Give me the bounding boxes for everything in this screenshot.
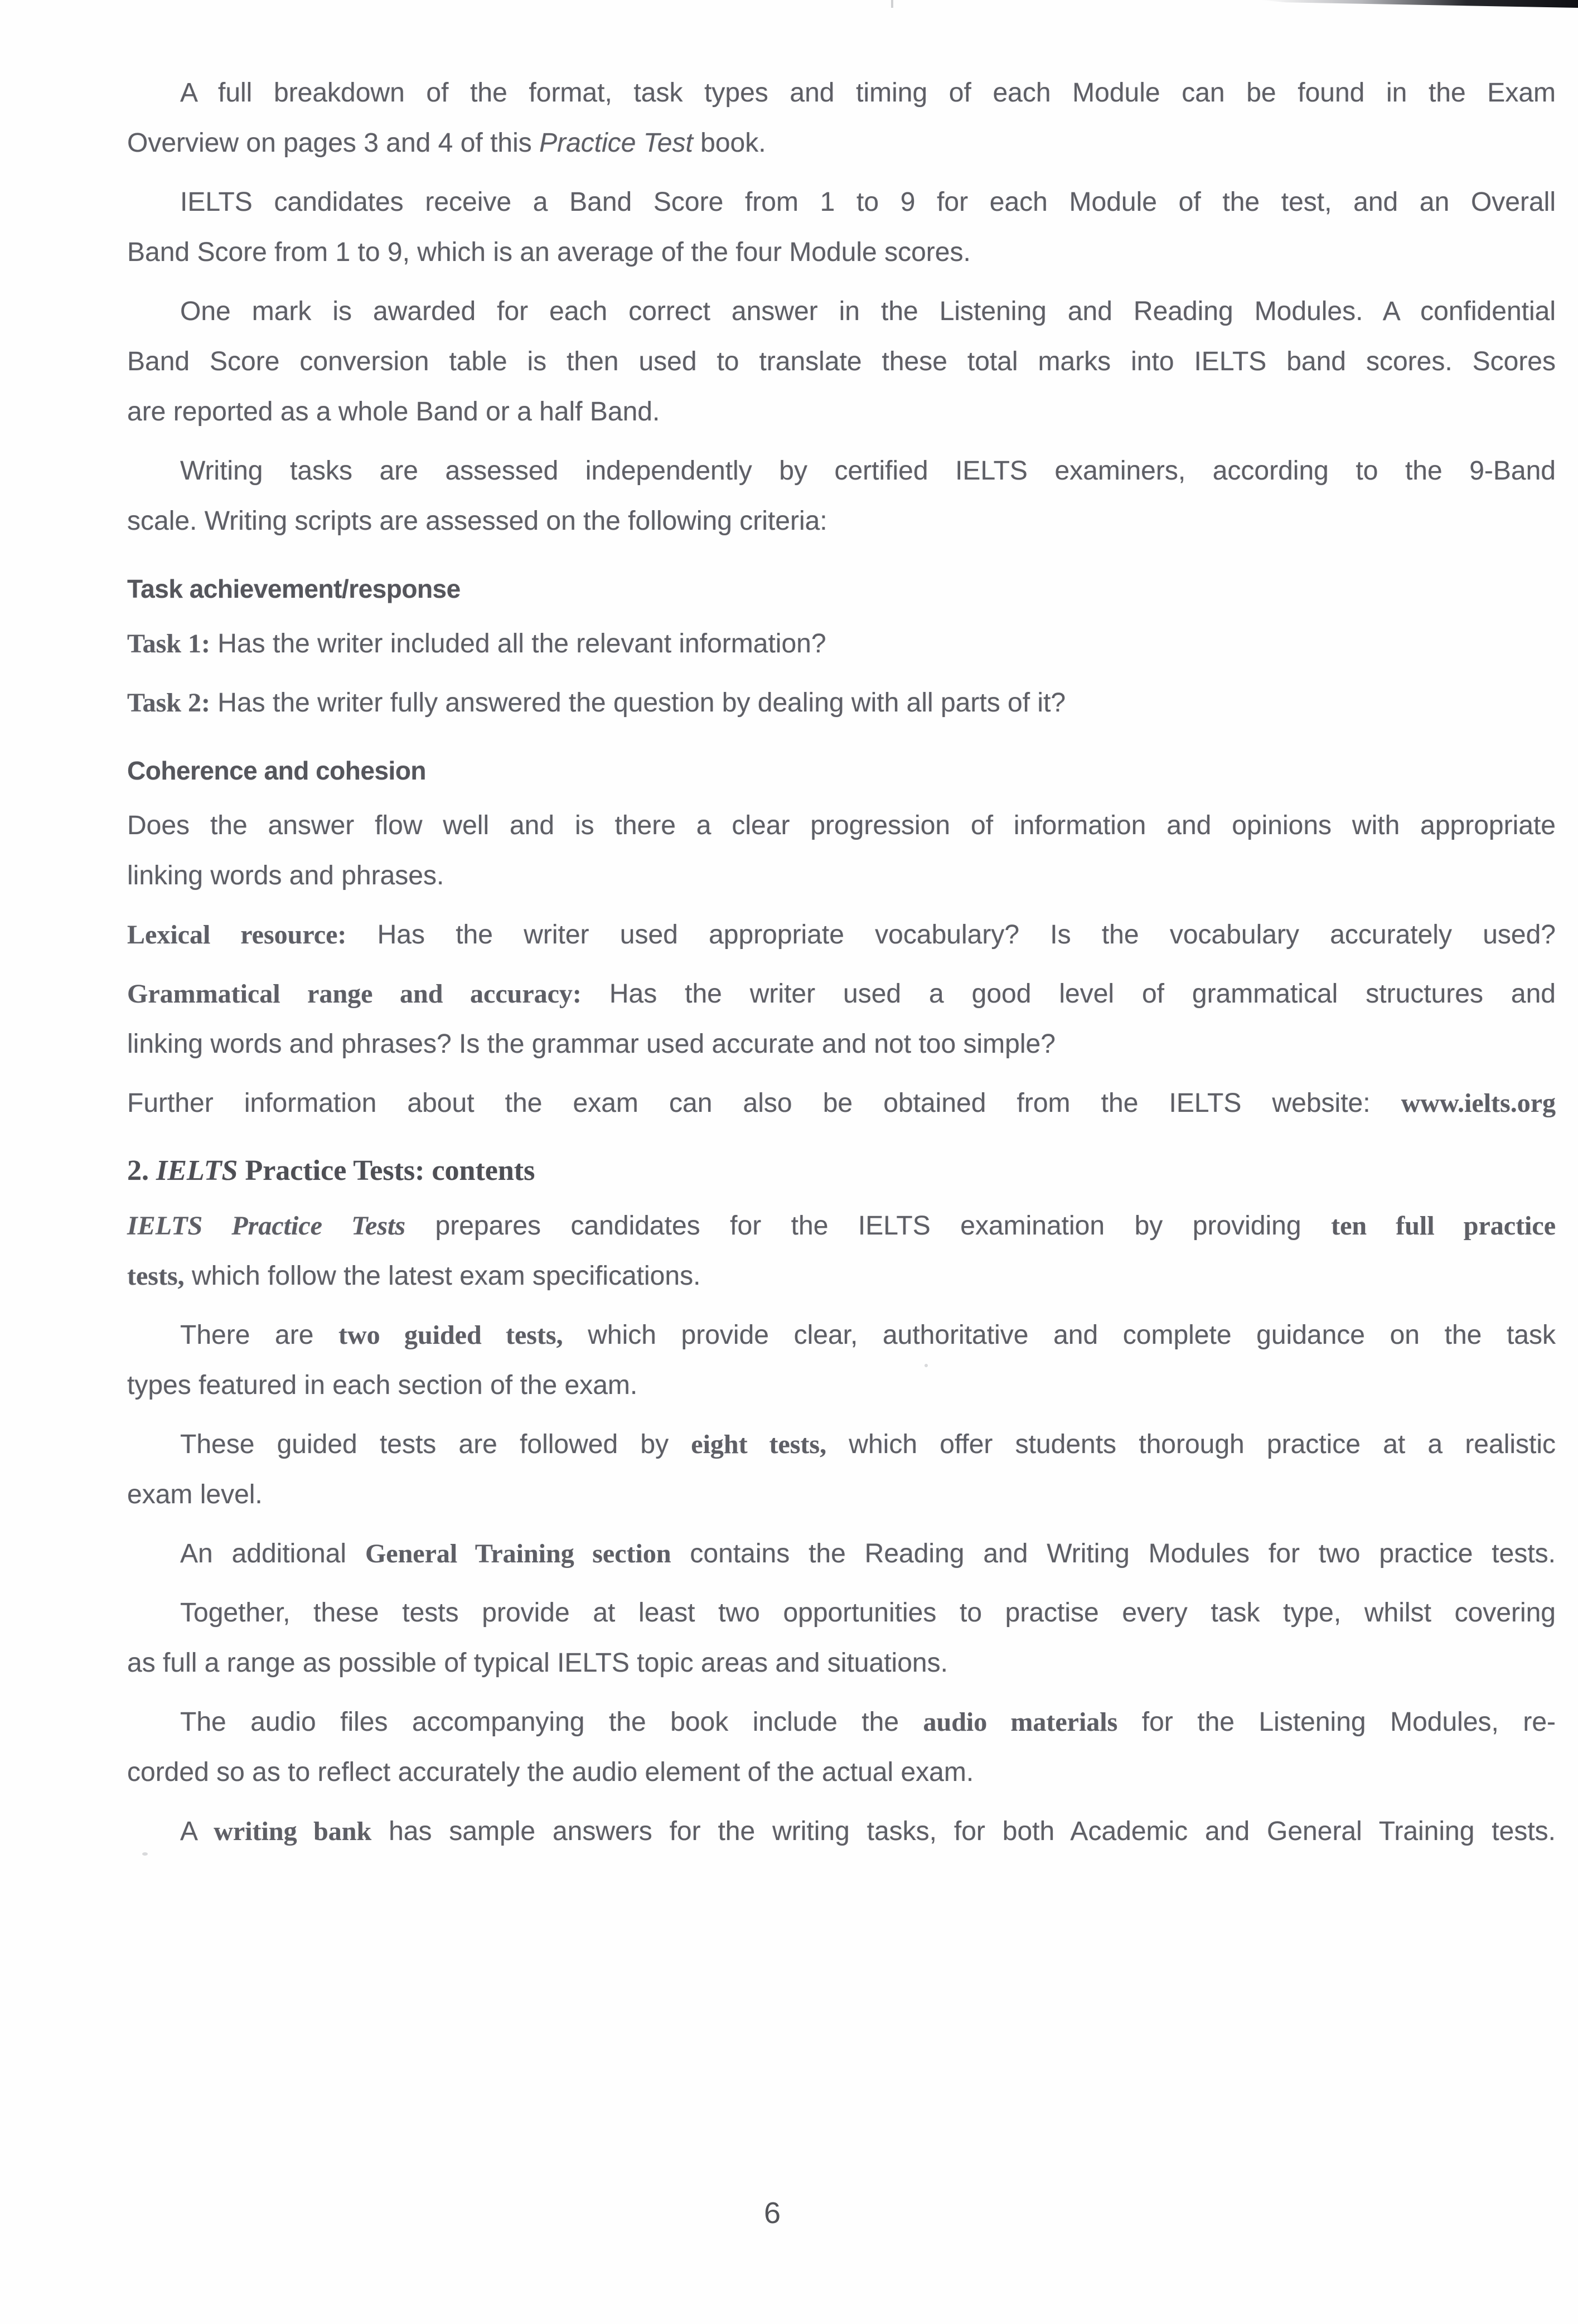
body-text: Together, these tests provide at least two opportunities to practise every task type, whilst covering bbox=[180, 1598, 1556, 1628]
paragraph bbox=[127, 1588, 1556, 1688]
emphasis-text: ten full practice bbox=[1331, 1211, 1556, 1241]
body-text: linking words and phrases? Is the grammar used accurate and not too simple? bbox=[127, 1029, 1056, 1059]
text-line bbox=[127, 1420, 1556, 1470]
text-line bbox=[127, 1807, 1556, 1857]
body-text: exam level. bbox=[127, 1480, 263, 1509]
text-line bbox=[127, 227, 1556, 278]
page-number: 6 bbox=[763, 2196, 781, 2230]
text-line bbox=[127, 68, 1556, 118]
body-text: contains the Reading and Writing Modules for two practice tests. bbox=[671, 1539, 1556, 1568]
paragraph bbox=[127, 619, 1556, 669]
body-text: corded so as to reflect accurately the audio element of the actual exam. bbox=[127, 1757, 974, 1787]
body-text: for the Listening Modules, re- bbox=[1117, 1707, 1556, 1737]
body-text: prepares candidates for the IELTS examination by providing bbox=[405, 1211, 1332, 1241]
body-text: A bbox=[180, 1817, 214, 1846]
paragraph bbox=[127, 1078, 1556, 1129]
text-line bbox=[127, 1251, 1556, 1301]
text-line bbox=[127, 1201, 1556, 1251]
text-line bbox=[127, 1360, 1556, 1411]
paragraph bbox=[127, 678, 1556, 728]
paragraph bbox=[127, 910, 1556, 960]
text-line bbox=[127, 1638, 1556, 1688]
body-text: Coherence and cohesion bbox=[127, 756, 427, 785]
body-text: Has the writer used appropriate vocabulary? Is the vocabulary accurately used? bbox=[346, 920, 1556, 950]
body-text: Practice Tests: contents bbox=[238, 1155, 535, 1187]
text-line bbox=[127, 801, 1556, 851]
text-line bbox=[127, 1747, 1556, 1798]
body-text: types featured in each section of the exam. bbox=[127, 1371, 638, 1400]
paragraph bbox=[127, 446, 1556, 546]
text-line bbox=[127, 118, 1556, 168]
text-line bbox=[127, 287, 1556, 337]
body-text: which follow the latest exam specifications. bbox=[184, 1261, 701, 1291]
paragraph bbox=[127, 1201, 1556, 1301]
body-text: There are bbox=[180, 1320, 339, 1350]
paragraph bbox=[127, 1807, 1556, 1857]
paragraph bbox=[127, 287, 1556, 437]
paragraph bbox=[127, 68, 1556, 168]
text-line bbox=[127, 496, 1556, 546]
text-line bbox=[127, 337, 1556, 387]
body-text: Band Score conversion table is then used to translate these total marks into IELTS band scores. Scores bbox=[127, 347, 1556, 376]
body-text: IELTS candidates receive a Band Score from 1 to 9 for each Module of the test, and an Overall bbox=[180, 187, 1556, 217]
body-text: which provide clear, authoritative and complete guidance on the task bbox=[563, 1320, 1556, 1350]
scan-edge-artifact bbox=[1260, 0, 1578, 8]
text-line bbox=[127, 678, 1556, 728]
emphasis-text: IELTS Practice Tests bbox=[127, 1211, 406, 1241]
emphasis-text: Grammatical range and accuracy: bbox=[127, 979, 582, 1009]
paragraph bbox=[127, 969, 1556, 1069]
body-text: Further information about the exam can also be obtained from the IELTS website: bbox=[127, 1088, 1401, 1118]
paragraph bbox=[127, 1697, 1556, 1798]
paragraph bbox=[127, 801, 1556, 901]
paragraph bbox=[127, 177, 1556, 278]
body-text: Has the writer fully answered the question by dealing with all parts of it? bbox=[210, 688, 1066, 718]
paragraph bbox=[127, 1420, 1556, 1520]
text-line bbox=[127, 619, 1556, 669]
body-text: Has the writer used a good level of grammatical structures and bbox=[581, 979, 1556, 1009]
section-heading bbox=[127, 1144, 1556, 1198]
emphasis-text: writing bank bbox=[214, 1817, 372, 1846]
body-text: which offer students thorough practice at a realistic bbox=[826, 1430, 1556, 1459]
body-text: Band Score from 1 to 9, which is an average of the four Module scores. bbox=[127, 238, 971, 267]
body-text: has sample answers for the writing tasks, for both Academic and General Training tests. bbox=[371, 1817, 1556, 1846]
text-line bbox=[127, 969, 1556, 1019]
emphasis-text: Task 2: bbox=[127, 688, 210, 718]
text-line bbox=[127, 1588, 1556, 1638]
paragraph bbox=[127, 1310, 1556, 1411]
paragraph bbox=[127, 1529, 1556, 1579]
text-line bbox=[127, 1697, 1556, 1747]
emphasis-text: IELTS bbox=[156, 1155, 238, 1187]
body-text: 2. bbox=[127, 1155, 156, 1187]
text-line bbox=[127, 1019, 1556, 1069]
emphasis-text: Task 1: bbox=[127, 629, 210, 659]
emphasis-text: Lexical resource: bbox=[127, 920, 347, 950]
body-text: Task achievement/response bbox=[127, 574, 461, 603]
text-line bbox=[127, 1529, 1556, 1579]
text-line bbox=[127, 446, 1556, 496]
body-text: Does the answer flow well and is there a clear progression of information and opinions with appropriate bbox=[127, 811, 1556, 840]
section-heading bbox=[127, 562, 1556, 616]
emphasis-text: eight tests, bbox=[691, 1430, 827, 1459]
body-text: scale. Writing scripts are assessed on the following criteria: bbox=[127, 506, 827, 536]
emphasis-text: tests, bbox=[127, 1261, 185, 1291]
body-text: book. bbox=[693, 128, 766, 158]
body-text: One mark is awarded for each correct answer in the Listening and Reading Modules. A confidential bbox=[180, 297, 1556, 326]
body-text: linking words and phrases. bbox=[127, 861, 444, 890]
body-text: Writing tasks are assessed independently by certified IELTS examiners, according to the 9-Band bbox=[180, 456, 1556, 486]
emphasis-text: www.ielts.org bbox=[1401, 1088, 1556, 1118]
section-heading bbox=[127, 744, 1556, 797]
body-text: Has the writer included all the relevant information? bbox=[210, 629, 826, 659]
body-text: An additional bbox=[180, 1539, 365, 1568]
body-text: A full breakdown of the format, task types and timing of each Module can be found in the Exam bbox=[180, 78, 1556, 108]
body-text: These guided tests are followed by bbox=[180, 1430, 691, 1459]
text-line bbox=[127, 851, 1556, 901]
body-text: as full a range as possible of typical IELTS topic areas and situations. bbox=[127, 1648, 948, 1678]
text-line bbox=[127, 177, 1556, 227]
text-line bbox=[127, 1310, 1556, 1360]
body-text: The audio files accompanying the book include the bbox=[180, 1707, 923, 1737]
body-text: are reported as a whole Band or a half Band. bbox=[127, 397, 660, 427]
emphasis-text: Practice Test bbox=[539, 128, 693, 158]
emphasis-text: two guided tests, bbox=[338, 1320, 563, 1350]
scan-tick-artifact bbox=[891, 0, 893, 8]
text-line bbox=[127, 1078, 1556, 1129]
text-line bbox=[127, 1470, 1556, 1520]
text-line bbox=[127, 387, 1556, 437]
body-text: Overview on pages 3 and 4 of this bbox=[127, 128, 540, 158]
page-content bbox=[127, 68, 1556, 1866]
emphasis-text: General Training section bbox=[365, 1539, 671, 1568]
text-line bbox=[127, 910, 1556, 960]
emphasis-text: audio materials bbox=[923, 1707, 1118, 1737]
